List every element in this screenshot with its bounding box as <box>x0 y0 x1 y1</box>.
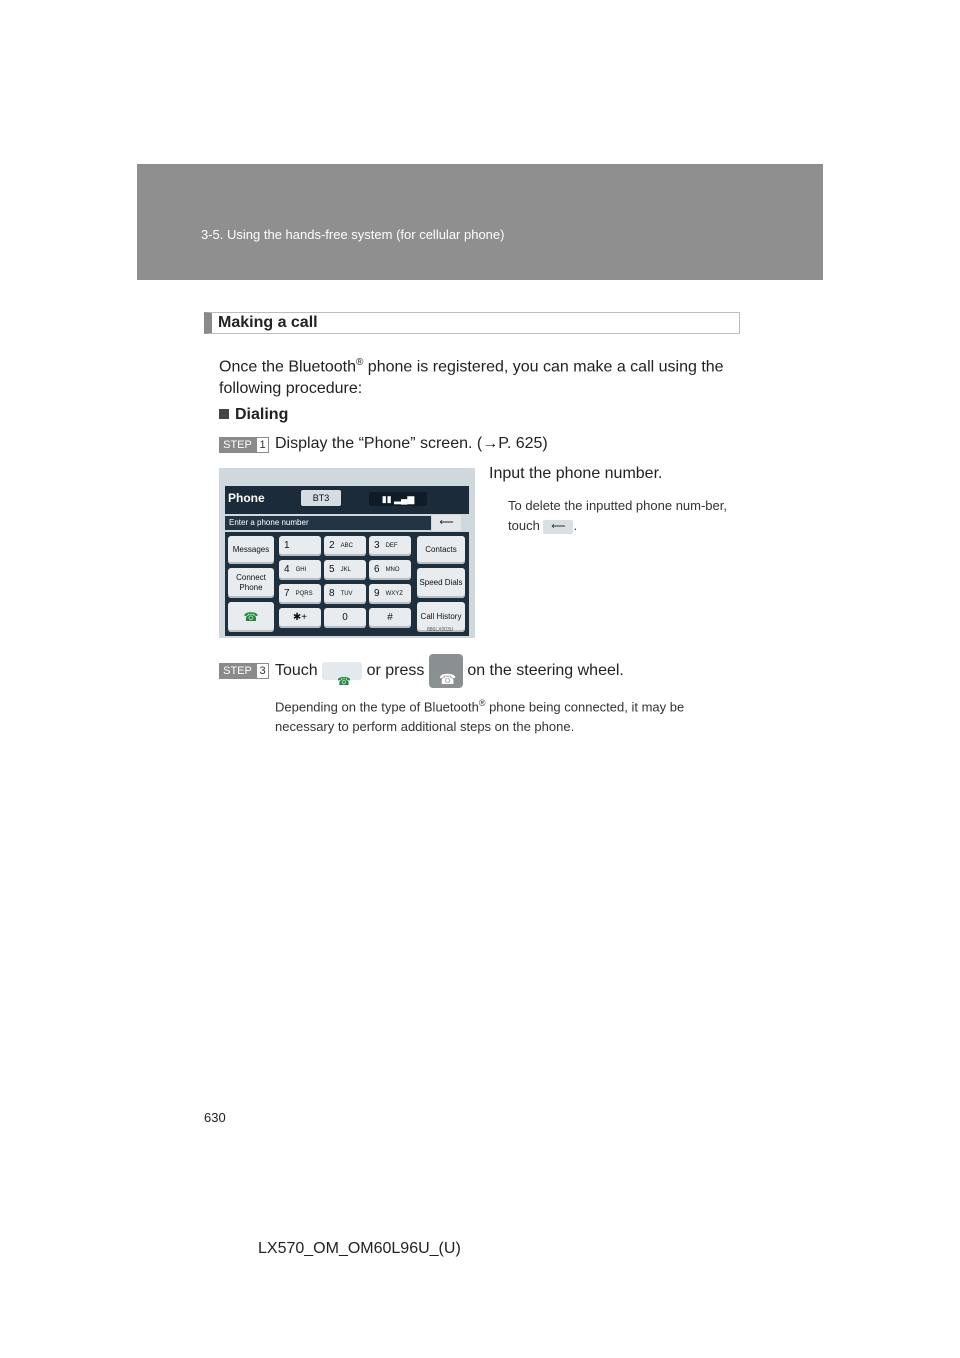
intro-text-post: phone is registered, you can make a call using the following procedure: <box>219 358 724 398</box>
intro-paragraph <box>219 352 744 400</box>
key-letters: MNO <box>385 567 400 573</box>
step-3-note-pre: Depending on the type of Bluetooth <box>275 699 479 715</box>
keypad-key <box>324 584 366 604</box>
step-3-text-post: on the steering wheel. <box>467 662 624 679</box>
key-letters: GHI <box>295 567 307 573</box>
call-history-button: Call History <box>417 602 465 632</box>
key-digit: 1 <box>284 540 290 551</box>
key-digit: # <box>387 612 393 623</box>
step-2-text: Input the phone number. <box>489 465 663 482</box>
key-digit: 2 <box>329 540 335 551</box>
key-digit: ✱+ <box>292 612 308 623</box>
step-2-note-text: To delete the inputted phone num-ber, touch <box>508 498 727 533</box>
backspace-icon: ⟵ <box>432 515 461 531</box>
header-band <box>137 164 823 280</box>
step-2-note-end: . <box>573 518 578 533</box>
key-digit: 0 <box>342 612 348 623</box>
section-path: 3-5. Using the hands-free system (for cellular phone) <box>201 227 505 242</box>
subheading-dialing <box>219 406 288 424</box>
key-digit: 8 <box>329 588 335 599</box>
contacts-button: Contacts <box>417 536 465 564</box>
intro-text-pre: Once the Bluetooth <box>219 358 356 376</box>
key-digit: 6 <box>374 564 380 575</box>
keypad-key <box>279 536 321 556</box>
key-digit: 4 <box>284 564 290 575</box>
keypad-key <box>324 608 366 628</box>
key-letters: TUV <box>340 591 353 597</box>
keypad-key <box>369 536 411 556</box>
keypad-key <box>369 584 411 604</box>
keypad-key <box>279 608 321 628</box>
phone-number-field: Enter a phone number <box>225 516 431 530</box>
step-3-text-mid: or press <box>366 662 425 679</box>
key-letters: DEF <box>385 543 398 549</box>
key-letters: JKL <box>340 567 351 573</box>
image-code: 886LX003U <box>427 627 454 633</box>
keypad-key <box>324 536 366 556</box>
step-3-badge <box>219 663 269 679</box>
backspace-icon: ⟵ <box>543 520 573 534</box>
square-bullet-icon <box>219 409 229 419</box>
step-number: 3 <box>256 663 269 679</box>
signal-icon: ▮▮ ▂▄▆ <box>369 492 427 506</box>
document-code: LX570_OM_OM60L96U_(U) <box>258 1240 461 1257</box>
subheading-text: Dialing <box>235 406 289 423</box>
key-digit: 9 <box>374 588 380 599</box>
steering-wheel-phone-icon <box>429 654 463 688</box>
key-digit: 7 <box>284 588 290 599</box>
step-2-note <box>508 496 740 536</box>
keypad-key <box>324 560 366 580</box>
keypad-key <box>369 608 411 628</box>
step-label: STEP <box>219 663 256 679</box>
registered-mark: ® <box>355 357 364 368</box>
step-number: 1 <box>256 437 269 453</box>
phone-screen-image <box>219 468 475 638</box>
step-1-badge <box>219 437 269 453</box>
section-heading <box>204 312 740 334</box>
step-3-note <box>275 693 740 737</box>
connect-phone-button: Connect Phone <box>228 568 274 598</box>
keypad-key <box>279 560 321 580</box>
speed-dials-button: Speed Dials <box>417 568 465 598</box>
step-3-text <box>275 653 624 689</box>
step-3-note-post: phone being connected, it may be necessary to perform additional steps on the phone. <box>275 699 685 735</box>
key-digit: 3 <box>374 540 380 551</box>
section-title: Making a call <box>218 314 318 331</box>
registered-mark: ® <box>478 698 486 708</box>
keypad-key <box>369 560 411 580</box>
messages-button: Messages <box>228 536 274 564</box>
keypad-key <box>279 584 321 604</box>
key-digit: 5 <box>329 564 335 575</box>
screen-title: Phone <box>228 491 265 505</box>
bt-indicator: BT3 <box>301 490 341 506</box>
step-3-text-pre: Touch <box>275 662 318 679</box>
step-label: STEP <box>219 437 256 453</box>
call-icon <box>322 662 362 680</box>
key-letters: PQRS <box>295 591 313 597</box>
key-letters: WXYZ <box>385 591 403 597</box>
call-icon: ☎ <box>228 602 274 632</box>
step-1-text: Display the “Phone” screen. (→P. 625) <box>275 435 548 452</box>
key-letters: ABC <box>340 543 353 549</box>
page-number: 630 <box>204 1110 226 1125</box>
